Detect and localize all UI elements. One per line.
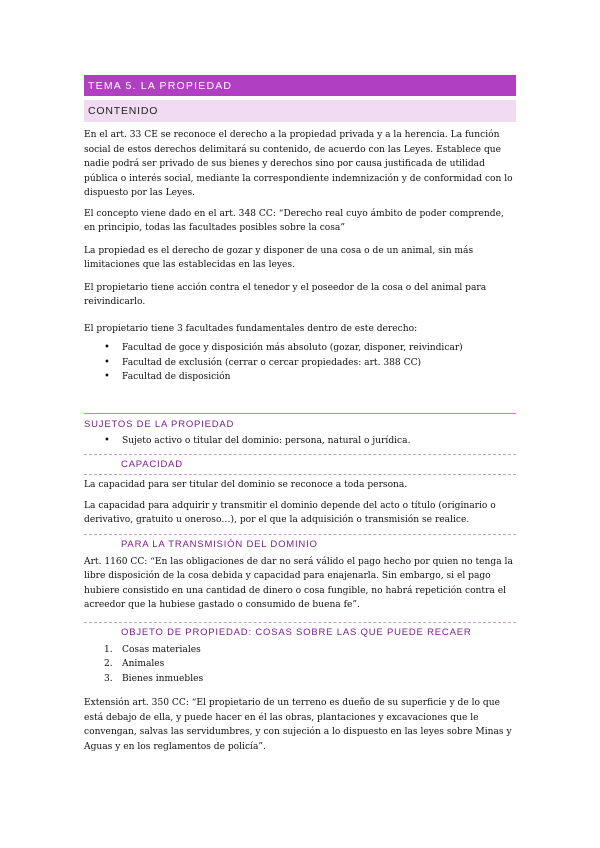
section-divider bbox=[84, 454, 516, 455]
paragraph-capacidad-1: La capacidad para ser titular del dominio se reconoce a toda persona. bbox=[84, 480, 408, 490]
section-divider bbox=[84, 474, 516, 475]
section-heading-capacidad: CAPACIDAD bbox=[121, 459, 183, 470]
paragraph-capacidad-2: La capacidad para adquirir y transmitir el dominio depende del acto o título (originario o derivativo, gratuito u oneroso…), por el que la adquisición o transmisión se realice. bbox=[84, 500, 496, 525]
list-item: 1. Cosas materiales bbox=[104, 644, 201, 655]
section-heading-objeto: OBJETO DE PROPIEDAD: COSAS SOBRE LAS QUE PUEDE RECAER bbox=[121, 626, 472, 638]
section-divider bbox=[84, 413, 516, 414]
list-item: • Facultad de goce y disposición más absoluto (gozar, disponer, reivindicar) bbox=[84, 341, 516, 356]
document-page bbox=[84, 75, 516, 754]
content-heading: CONTENIDO bbox=[84, 100, 516, 122]
paragraph-accion: El propietario tiene acción contra el tenedor y el poseedor de la cosa o del animal para reivindicarlo. bbox=[84, 282, 487, 307]
paragraph-art-33: En el art. 33 CE se reconoce el derecho a la propiedad privada y a la herencia. La función social de estos derechos delimitará su contenido, de acuerdo con las Leyes. Establece que nadie podrá ser privado de sus bienes y derechos sino por causa justificada de utilidad pública o interés social, mediante la correspondiente indemnización y de conformidad con lo dispuesto por las Leyes. bbox=[84, 130, 513, 198]
facultades-list bbox=[84, 341, 516, 385]
list-item: • Sujeto activo o titular del dominio: persona, natural o jurídica. bbox=[84, 434, 516, 449]
section-heading-sujetos: SUJETOS DE LA PROPIEDAD bbox=[84, 418, 235, 430]
paragraph-art-348: El concepto viene dado en el art. 348 CC: “Derecho real cuyo ámbito de poder comprende, en principio, todas las facultades posibles sobre la cosa” bbox=[84, 208, 504, 233]
list-item: • Facultad de disposición bbox=[84, 370, 516, 385]
objeto-list bbox=[84, 643, 516, 687]
sujetos-list bbox=[84, 434, 516, 449]
section-divider bbox=[84, 534, 516, 535]
paragraph-art-350: Extensión art. 350 CC: “El propietario de un terreno es dueño de su superficie y de lo que está debajo de ella, y puede hacer en él las obras, plantaciones y excavaciones que le convengan, salvas las servidumbres, y con sujeción a lo dispuesto en las leyes sobre Minas y Aguas y en los reglamentos de policía”. bbox=[84, 698, 512, 752]
list-item: 3. Bienes inmuebles bbox=[104, 673, 204, 684]
list-item: • Facultad de exclusión (cerrar o cercar propiedades: art. 388 CC) bbox=[84, 356, 516, 371]
paragraph-art-1160: Art. 1160 CC: “En las obligaciones de dar no será válido el pago hecho por quien no tenga la libre disposición de la cosa debida y capacidad para enajenarla. Sin embargo, si el pago hubiere consistido en una cantidad de dinero o cosa fungible, no habrá repetición contra el acreedor que la hubiese gastado o consumido de buena fe”. bbox=[84, 556, 513, 610]
paragraph-definition: La propiedad es el derecho de gozar y disponer de una cosa o de un animal, sin más limitaciones que las establecidas en las leyes. bbox=[84, 245, 474, 270]
chapter-title: TEMA 5. LA PROPIEDAD bbox=[84, 75, 516, 96]
paragraph-facultades-intro: El propietario tiene 3 facultades fundamentales dentro de este derecho: bbox=[84, 323, 418, 334]
section-heading-transmision: PARA LA TRANSMISIÓN DEL DOMINIO bbox=[121, 538, 318, 550]
section-divider bbox=[84, 622, 516, 623]
list-item: 2. Animales bbox=[104, 659, 165, 669]
